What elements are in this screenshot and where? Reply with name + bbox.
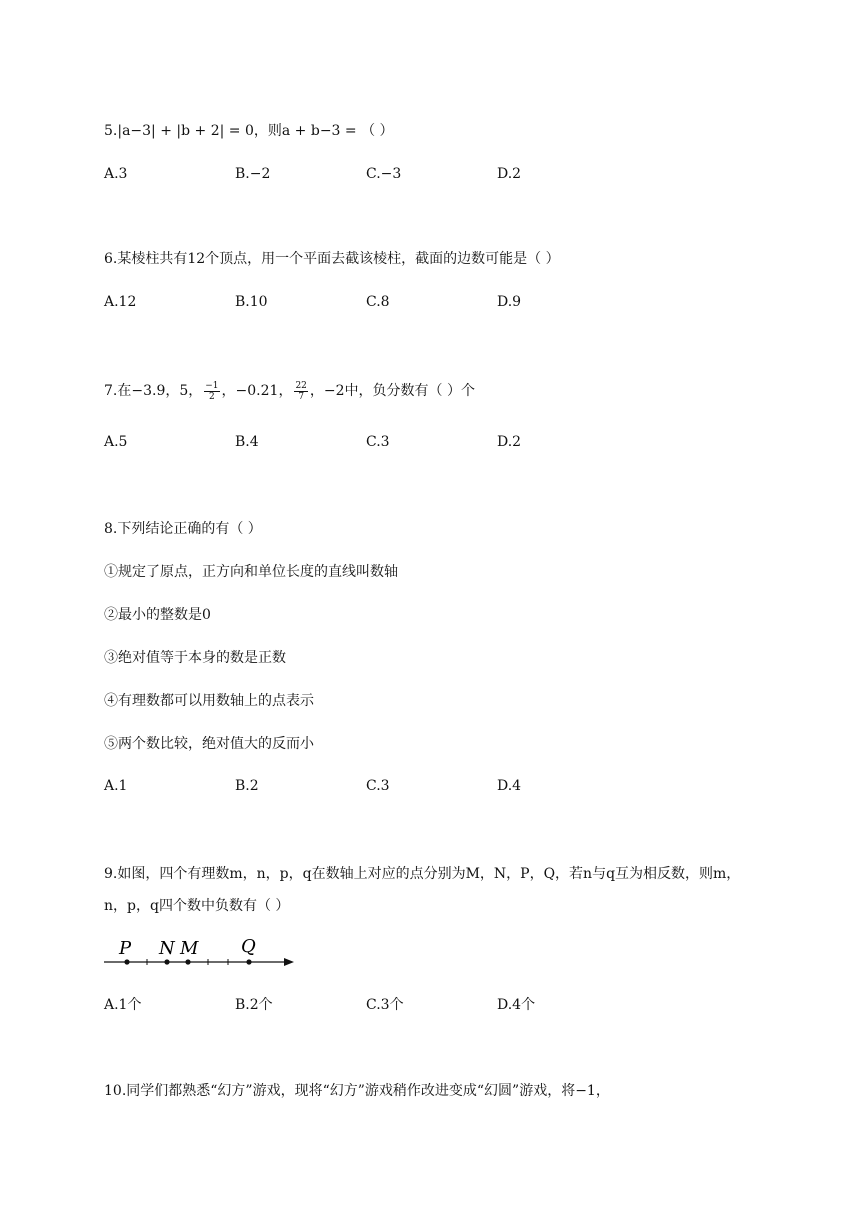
question-5-option-a[interactable]: A.3 (104, 166, 128, 182)
question-7-stem (104, 380, 475, 402)
question-7-option-d[interactable]: D.2 (497, 434, 522, 450)
question-9-option-c[interactable]: C.3个 (366, 997, 404, 1013)
question-8-option-b[interactable]: B.2 (235, 778, 259, 794)
question-8-option-c[interactable]: C.3 (366, 778, 390, 794)
number-line-figure (100, 932, 300, 974)
question-9-stem-line2: n，p，q四个数中负数有（ ） (104, 898, 290, 914)
question-6-option-c[interactable]: C.8 (366, 294, 390, 310)
fraction-denominator: 2 (209, 391, 215, 402)
question-9-stem-line1: 9.如图，四个有理数m，n，p，q在数轴上对应的点分别为M，N，P，Q，若n与q互为相反数，则m， (104, 866, 741, 882)
question-7-option-c[interactable]: C.3 (366, 434, 390, 450)
question-8-option-a[interactable]: A.1 (104, 778, 128, 794)
label-n: N (159, 938, 175, 959)
question-10-stem: 10.同学们都熟悉“幻方”游戏，现将“幻方”游戏稍作改进变成“幻圆”游戏，将−1， (104, 1083, 610, 1099)
question-5-option-d[interactable]: D.2 (497, 166, 522, 182)
question-7-stem-suffix: ，−2中，负分数有（ ）个 (309, 383, 475, 399)
question-7-option-a[interactable]: A.5 (104, 434, 128, 450)
question-8-statement-3: ③绝对值等于本身的数是正数 (104, 650, 286, 666)
point-n (164, 959, 169, 964)
question-9-option-b[interactable]: B.2个 (235, 997, 273, 1013)
label-q: Q (241, 936, 256, 957)
question-8-statement-5: ⑤两个数比较，绝对值大的反而小 (104, 736, 314, 752)
question-8-stem: 8.下列结论正确的有（ ） (104, 521, 262, 537)
question-8-statement-2: ②最小的整数是0 (104, 607, 211, 623)
point-p (124, 959, 129, 964)
number-line-arrow (284, 958, 294, 966)
point-m (185, 959, 190, 964)
question-6-option-d[interactable]: D.9 (497, 294, 522, 310)
question-7-stem-mid: ，−0.21， (221, 383, 293, 399)
fraction-22-over-7 (294, 381, 307, 402)
question-6-stem: 6.某棱柱共有12个顶点，用一个平面去截该棱柱，截面的边数可能是（ ） (104, 251, 560, 267)
question-9-option-d[interactable]: D.4个 (497, 997, 536, 1013)
question-5-option-c[interactable]: C.−3 (366, 166, 402, 182)
label-p: P (119, 938, 132, 959)
point-q (246, 959, 251, 964)
fraction-denominator: 7 (298, 391, 305, 402)
question-8-option-d[interactable]: D.4 (497, 778, 522, 794)
label-m: M (180, 938, 199, 959)
fraction-numerator: −1 (205, 380, 219, 391)
question-5-stem: 5.|a−3| + |b + 2| = 0，则a + b−3 = （ ） (104, 123, 394, 139)
question-8-statement-4: ④有理数都可以用数轴上的点表示 (104, 693, 314, 709)
question-6-option-a[interactable]: A.12 (104, 294, 137, 310)
fraction-numerator: 22 (295, 380, 307, 391)
fraction-neg-half (204, 381, 219, 402)
question-5-option-b[interactable]: B.−2 (235, 166, 271, 182)
question-8-statement-1: ①规定了原点，正方向和单位长度的直线叫数轴 (104, 564, 398, 580)
question-6-option-b[interactable]: B.10 (235, 294, 268, 310)
question-9-option-a[interactable]: A.1个 (104, 997, 142, 1013)
question-7-stem-prefix: 7.在−3.9，5， (104, 383, 203, 399)
question-7-option-b[interactable]: B.4 (235, 434, 259, 450)
